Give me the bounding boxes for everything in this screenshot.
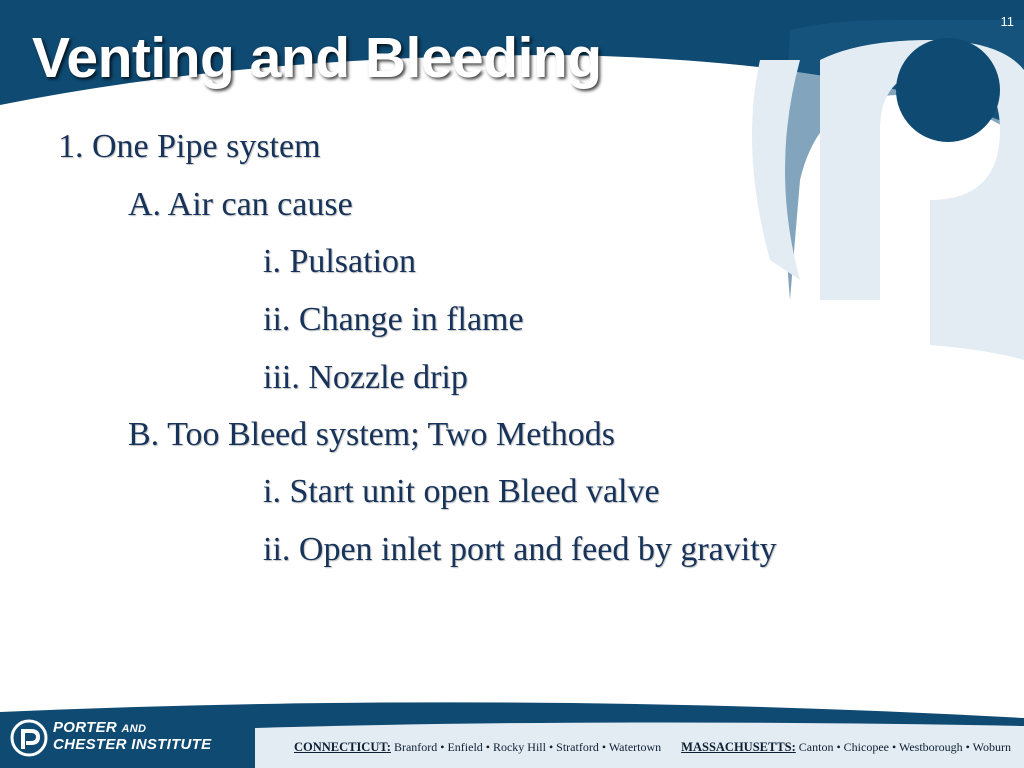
footer-locations (294, 740, 1011, 755)
outline-item-1a-i: i. Pulsation (263, 243, 417, 280)
outline-item-1b: B. Too Bleed system; Two Methods (128, 416, 615, 453)
connecticut-towns: Branford • Enfield • Rocky Hill • Stratford • Watertown (393, 740, 662, 754)
logo-line2: CHESTER INSTITUTE (53, 736, 212, 753)
massachusetts-towns: Canton • Chicopee • Westborough • Woburn (798, 740, 1011, 754)
watermark-logo (752, 20, 1024, 360)
porter-chester-logo-icon (10, 719, 48, 757)
page-number: 11 (1000, 14, 1014, 29)
connecticut-label: CONNECTICUT: (293, 740, 391, 754)
outline-item-1a: A. Air can cause (128, 186, 353, 223)
massachusetts-label: MASSACHUSETTS: (681, 740, 796, 754)
outline-item-1: 1. One Pipe system (58, 128, 321, 165)
outline-item-1a-ii: ii. Change in flame (263, 301, 524, 338)
logo-line1-small: AND (121, 723, 147, 735)
outline-item-1b-i: i. Start unit open Bleed valve (263, 473, 660, 510)
logo-line1: PORTER (53, 719, 118, 736)
outline-item-1b-ii: ii. Open inlet port and feed by gravity (263, 531, 777, 568)
slide-title: Venting and Bleeding (32, 26, 602, 90)
logo-wordmark (53, 720, 211, 753)
outline-item-1a-iii: iii. Nozzle drip (263, 359, 468, 396)
